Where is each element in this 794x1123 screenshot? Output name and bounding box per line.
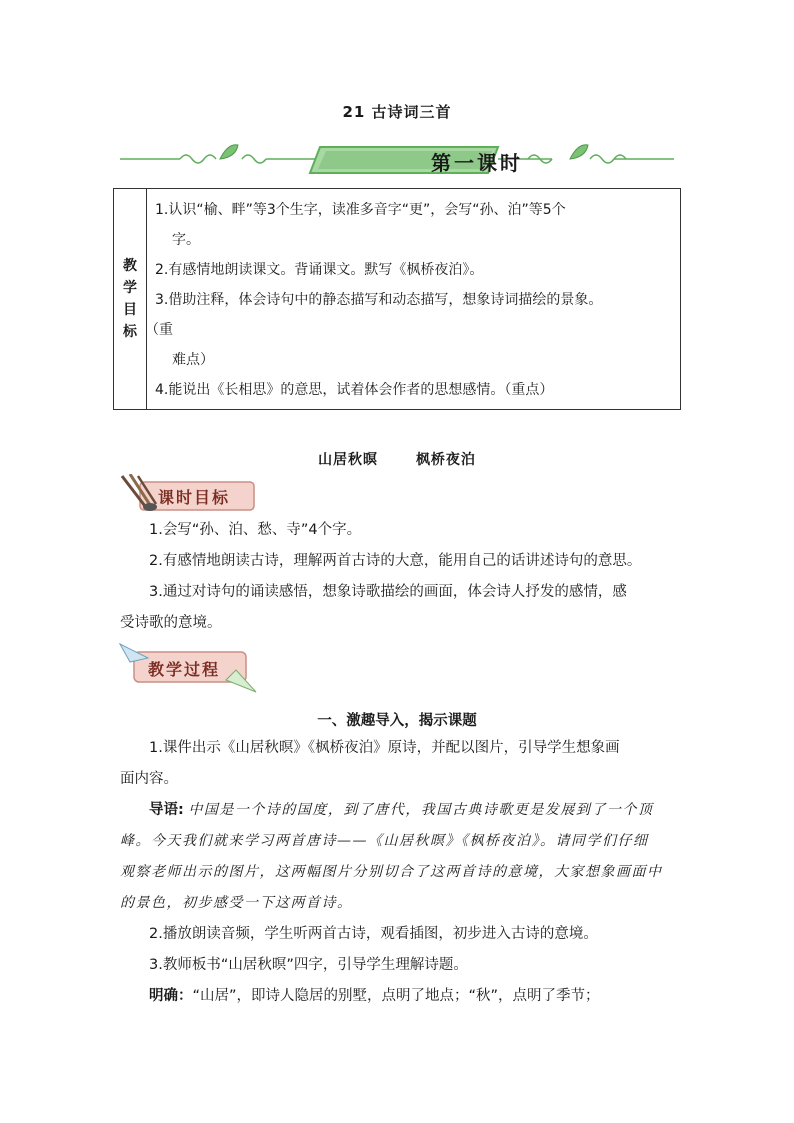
paragraph-line: 1.课件出示《山居秋暝》《枫桥夜泊》原诗，并配以图片，引导学生想象画 [149, 740, 620, 756]
lesson-goal: 3.通过对诗句的诵读感悟，想象诗歌描绘的画面，体会诗人抒发的感情，感 [149, 584, 627, 600]
goals-body [147, 189, 681, 410]
goals-label-char: 教 [123, 258, 137, 274]
goal-line: 3.借助注释，体会诗句中的静态描写和动态描写，想象诗词描绘的景象。 [155, 292, 603, 308]
lesson-goals-list [120, 515, 676, 639]
lesson-banner [120, 139, 674, 179]
process-badge [118, 640, 260, 694]
goals-label-char: 标 [123, 324, 137, 340]
paragraph-line: 面内容。 [120, 771, 178, 787]
paragraph-line: 3.教师板书“山居秋暝”四字，引导学生理解诗题。 [149, 957, 468, 973]
section-title [0, 449, 794, 469]
step-heading: 一、激趣导入，揭示课题 [317, 713, 477, 729]
process-badge-label: 教学过程 [148, 660, 221, 679]
step1-item2 [120, 919, 676, 950]
paragraph-line: “山居”，即诗人隐居的别墅，点明了地点；“秋”，点明了季节； [192, 988, 600, 1004]
document-title: 21 古诗词三首 [342, 103, 452, 121]
goal-line: 字。 [172, 232, 200, 248]
goal-line: 难点） [172, 352, 214, 368]
intro-label: 导语: [149, 802, 184, 818]
clarify-label: 明确： [149, 988, 193, 1004]
lesson-goal: 1.会写“孙、泊、愁、寺”4个字。 [149, 522, 362, 538]
intro-paragraph [120, 795, 676, 919]
goal-line: 4.能说出《长相思》的意思，试着体会作者的思想感情。（重点） [155, 382, 554, 398]
paragraph-line: 的景色，初步感受一下这两首诗。 [120, 895, 353, 911]
paragraph-line: 观察老师出示的图片，这两幅图片分别切合了这两首诗的意境，大家想象画面中 [120, 864, 663, 880]
goals-label [114, 189, 147, 410]
step1-item3 [120, 950, 676, 981]
paragraph-line: 中国是一个诗的国度，到了唐代，我国古典诗歌更是发展到了一个顶 [188, 802, 654, 818]
goal-line: 1.认识“榆、畔”等3个生字，读准多音字“更”，会写“孙、泊”等5个 [155, 202, 566, 218]
poem-title: 枫桥夜泊 [415, 452, 476, 468]
goal-line: 2.有感情地朗读课文。背诵课文。默写《枫桥夜泊》。 [155, 262, 484, 278]
teaching-goals-table [113, 188, 681, 410]
clarify-paragraph [120, 981, 676, 1012]
goals-label-char: 学 [123, 280, 137, 296]
banner-label: 第一课时 [431, 151, 523, 175]
lesson-goals-badge [118, 474, 258, 514]
poem-title: 山居秋暝 [318, 452, 379, 468]
paragraph-line: 2.播放朗读音频，学生听两首古诗，观看插图，初步进入古诗的意境。 [149, 926, 598, 942]
goal-line: （重 [145, 322, 173, 338]
goals-label-char: 目 [123, 302, 137, 318]
lesson-goals-badge-label: 课时目标 [158, 488, 231, 507]
paragraph-line: 峰。今天我们就来学习两首唐诗——《山居秋暝》《枫桥夜泊》。请同学们仔细 [120, 833, 649, 849]
step1-item1 [120, 733, 676, 795]
lesson-goal: 2.有感情地朗读古诗，理解两首古诗的大意，能用自己的话讲述诗句的意思。 [149, 553, 642, 569]
lesson-goal: 受诗歌的意境。 [120, 615, 222, 631]
